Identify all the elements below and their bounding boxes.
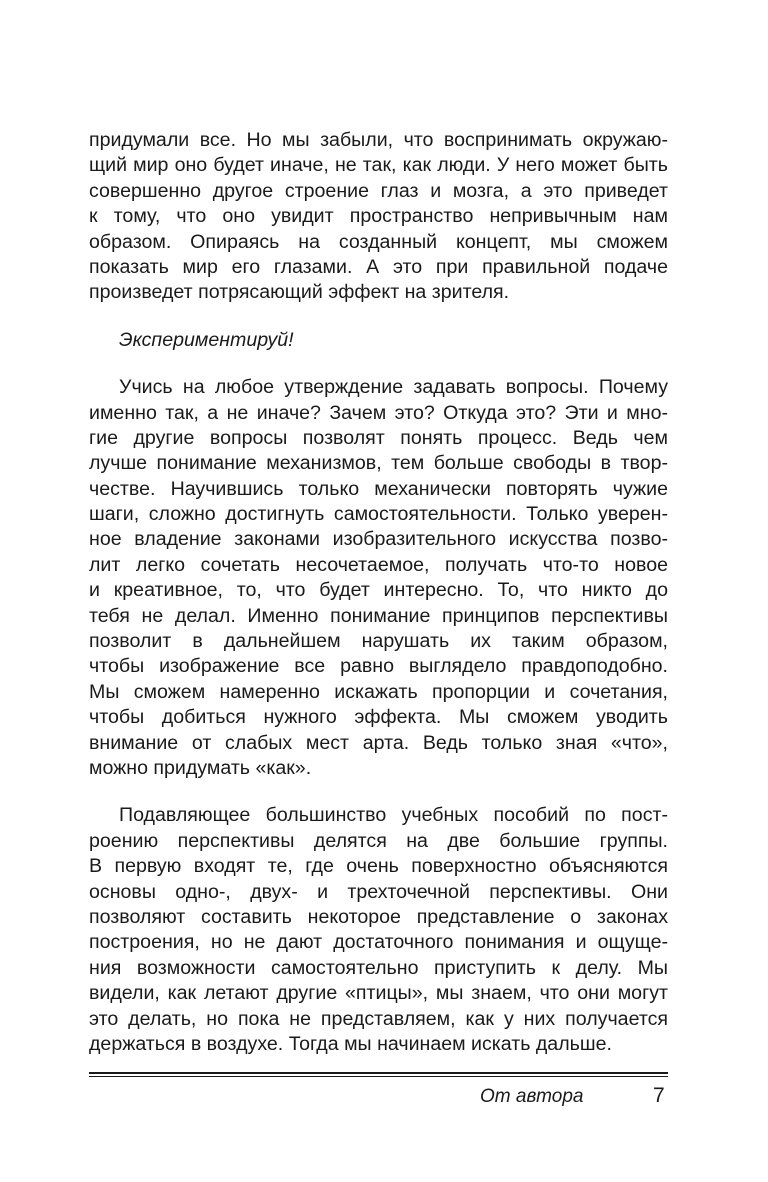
text-line: Учись на любое утверждение задавать вопросы. Почему	[119, 376, 668, 399]
paragraph-1	[89, 128, 668, 306]
text-line: позволяют составить некоторое представление о законах	[89, 905, 668, 928]
text-line: ное владение законами изобразительного искусства позво-	[89, 528, 668, 551]
footer-rule-thin	[89, 1076, 668, 1077]
text-line: Мы сможем намеренно искажать пропорции и сочетания,	[89, 680, 668, 703]
paragraph-3	[89, 803, 668, 1057]
text-line: произведет потрясающий эффект на зрителя.	[89, 281, 510, 304]
text-line: держаться в воздухе. Тогда мы начинаем искать дальше.	[89, 1032, 612, 1055]
text-line: основы одно-, двух- и трехточечной перспективы. Они	[89, 880, 668, 903]
text-line: к тому, что оно увидит пространство непривычным нам	[89, 205, 668, 228]
text-line: внимание от слабых мест арта. Ведь только зная «что»,	[89, 731, 668, 754]
section-heading: Экспериментируй!	[119, 328, 294, 351]
text-line: лучше понимание механизмов, тем больше свободы в твор-	[89, 452, 668, 475]
page-body	[89, 128, 668, 1057]
text-line: показать мир его глазами. А это при правильной подаче	[89, 255, 668, 278]
text-line: чтобы добиться нужного эффекта. Мы сможем уводить	[89, 706, 668, 729]
text-line: В первую входят те, где очень поверхностно объясняются	[89, 855, 668, 878]
text-line: Подавляющее большинство учебных пособий по пост-	[119, 804, 668, 827]
text-line: позволит в дальнейшем нарушать их таким образом,	[89, 630, 668, 653]
paragraph-2	[89, 375, 668, 781]
text-line: честве. Научившись только механически повторять чужие	[89, 477, 668, 500]
text-line: тебя не делал. Именно понимание принципов перспективы	[89, 604, 668, 627]
text-line: чтобы изображение все равно выглядело правдоподобно.	[89, 655, 668, 678]
text-line: щий мир оно будет иначе, не так, как люди. У него может быть	[89, 154, 668, 177]
text-line: совершенно другое строение глаз и мозга, а это приведет	[89, 179, 668, 202]
page-number: 7	[653, 1084, 665, 1107]
text-line: можно придумать «как».	[89, 756, 312, 779]
footer-rule-thick	[89, 1072, 668, 1074]
text-line: именно так, а не иначе? Зачем это? Откуда это? Эти и мно-	[89, 401, 668, 424]
text-line: лит легко сочетать несочетаемое, получать что-то новое	[89, 553, 668, 576]
text-line: гие другие вопросы позволят понять процесс. Ведь чем	[89, 426, 668, 449]
running-head: От автора	[480, 1086, 584, 1107]
text-line: и креативное, то, что будет интересно. То, что никто до	[89, 579, 668, 602]
section-heading-block	[89, 328, 668, 353]
text-line: построения, но не дают достаточного понимания и ощуще-	[89, 931, 668, 954]
text-line: шаги, сложно достигнуть самостоятельности. Только уверен-	[89, 503, 668, 526]
footer-double-rule	[89, 1072, 668, 1077]
text-line: образом. Опираясь на созданный концепт, мы сможем	[89, 230, 668, 253]
text-line: роению перспективы делятся на две большие группы.	[89, 829, 668, 852]
text-line: придумали все. Но мы забыли, что воспринимать окружаю-	[89, 129, 668, 151]
text-line: видели, как летают другие «птицы», мы знаем, что они могут	[89, 982, 668, 1005]
text-line: это делать, но пока не представляем, как у них получается	[89, 1007, 668, 1030]
text-line: ния возможности самостоятельно приступить к делу. Мы	[89, 956, 668, 979]
